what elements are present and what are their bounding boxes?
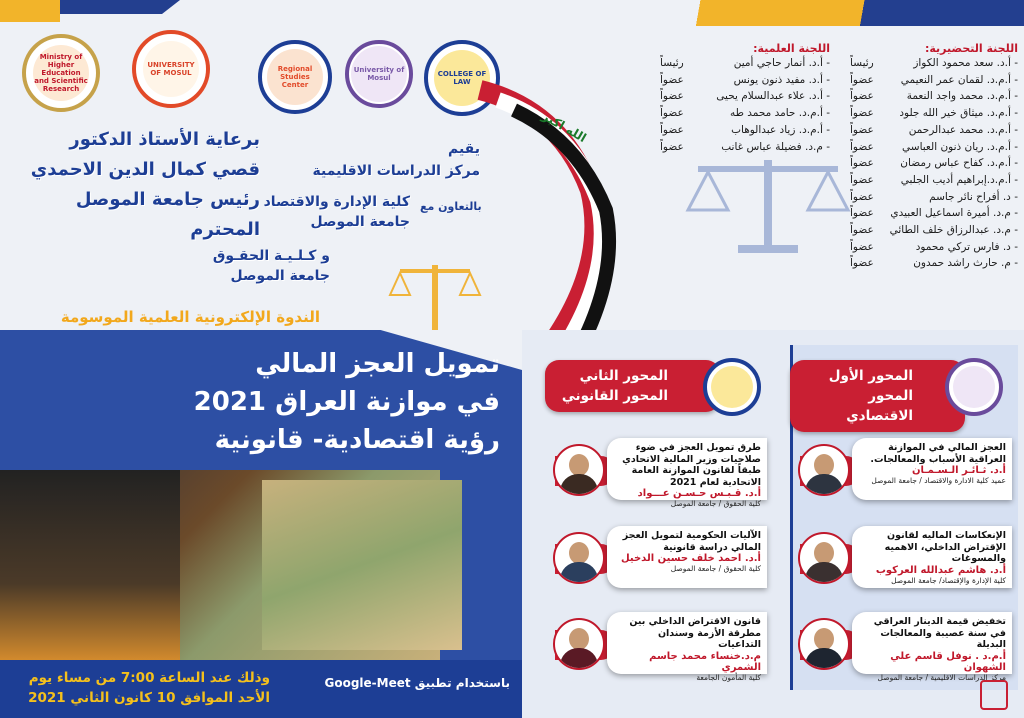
patron-block	[20, 125, 260, 245]
member-role: عضواً	[850, 240, 874, 253]
presenter-name: أ.د. ثـائـر الـسـمـان	[911, 465, 1006, 476]
presenter-photo	[553, 444, 605, 496]
patron-title: رئيس جامعة الموصل المحترم	[75, 189, 260, 240]
oil-pipe-image	[0, 470, 180, 660]
paper-title: قانون الاقتراض الداخلي بين مطرقة الأزمة وسندان التداعيات	[629, 616, 761, 650]
paper-card	[852, 438, 1012, 500]
committee-member	[850, 255, 1018, 272]
title-line2: في موازنة العراق 2021	[193, 387, 500, 417]
member-role: عضواً	[660, 90, 684, 103]
presenter-photo	[553, 618, 605, 670]
presenter-affiliation: كلية الإدارة والإقتصاد/ جامعة الموصل	[891, 575, 1006, 585]
presenter-photo	[798, 618, 850, 670]
organizers-block	[250, 138, 480, 182]
committee-member	[850, 189, 1018, 206]
sci-committee-list	[660, 55, 830, 155]
college-admin-name	[240, 192, 410, 232]
sci-committee-title: اللجنة العلمية:	[753, 42, 830, 55]
member-name: - م.د. أميرة اسماعيل العبيدي	[890, 207, 1018, 220]
committee-member	[850, 122, 1018, 139]
committee-member	[850, 105, 1018, 122]
member-name: - م.د. فضيلة عباس غانب	[721, 140, 830, 153]
organizer-line6: جامعة الموصل	[230, 268, 330, 284]
presenter-photo	[553, 532, 605, 584]
member-role: عضواً	[850, 90, 874, 103]
axis1-line2: المحور الاقتصادي	[846, 388, 913, 424]
axis1-logo	[945, 358, 1003, 416]
presenter-affiliation: كلية المأمون الجامعة	[696, 672, 761, 682]
organizer-line3: كلية الإدارة والاقتصاد	[263, 194, 410, 210]
member-role: عضواً	[660, 73, 684, 86]
member-name: - أ.د. سعد محمود الكواز	[913, 57, 1018, 69]
paper-title: الآليات الحكومية لتمويل العجز المالي دراسة قانونية	[622, 530, 761, 553]
top-left-decor-navy	[60, 0, 180, 14]
paper-card	[852, 612, 1012, 682]
member-name: - أ.م.د. لقمان عمر النعيمي	[900, 73, 1018, 86]
event-title	[30, 345, 500, 465]
presenter-affiliation: عميد كلية الادارة والاقتصاد / جامعة الموصل	[871, 476, 1006, 485]
presenter-affiliation: مركز الدراسات الاقليمية / جامعة الموصل	[877, 672, 1006, 682]
paper-title: تخفيض قيمة الدينار العراقي في سنة عصيبة والمعالجات البديلة	[873, 616, 1006, 650]
member-role: عضواً	[850, 107, 874, 120]
committee-member	[850, 222, 1018, 239]
banknotes-image	[262, 480, 462, 650]
scale-icon-large	[678, 150, 858, 260]
committee-member	[850, 88, 1018, 105]
member-role: رئيساً	[660, 57, 684, 69]
presenter-photo-head	[814, 454, 834, 476]
member-role: عضواً	[850, 224, 874, 237]
meeting-app: باستخدام تطبيق Google-Meet	[324, 676, 510, 690]
axis2-logo	[703, 358, 761, 416]
paper-title: طرق تمويل العجز في ضوء صلاحيات وزير المالية الاتحادي طبقاً لقانون الموازنة العامة الاتحادية لعام 2021	[622, 442, 761, 488]
presenter-name: أ.م.د . نوفل قاسم علي الشهوان	[890, 650, 1006, 673]
schedule-line1: وذلك عند الساعة 7:00 من مساء يوم	[28, 670, 270, 686]
top-decor-band	[664, 0, 1024, 26]
member-role: عضواً	[850, 257, 874, 270]
college-law-logo-text: COLLEGE OF LAW	[434, 50, 490, 106]
sci-committee	[660, 42, 830, 155]
committee-member	[850, 55, 1018, 72]
college-admin-logo-text: University of Mosul	[351, 46, 407, 102]
organizer-line5: و كـلـيـة الحقـوق	[212, 248, 330, 264]
presenter-affiliation: كلية الحقوق / جامعة الموصل	[670, 499, 761, 508]
member-role: عضواً	[660, 107, 684, 120]
member-name: - أ.م.د. محمد واجد النعمة	[906, 90, 1018, 103]
committee-member	[850, 72, 1018, 89]
paper-title: العجز المالي في الموازنة العراقية الأسباب والمعالجات.	[870, 442, 1006, 465]
university-mosul-logo-text: UNIVERSITY OF MOSUL	[143, 41, 199, 97]
member-role: عضواً	[850, 140, 874, 153]
member-name: - أ.م.د. ريان ذنون العباسي	[902, 140, 1018, 153]
presenter-name: م.د.خنساء محمد جاسم الشمري	[649, 650, 761, 673]
presenter-photo	[798, 444, 850, 496]
college-admin-logo	[345, 40, 413, 108]
ministry-logo-text: Ministry of Higher Education and Scientific Research	[33, 45, 89, 101]
member-name: - م. حارث راشد حمدون	[913, 257, 1018, 270]
ministry-logo	[22, 34, 100, 112]
axis2-line2: المحور القانوني	[561, 388, 668, 404]
prep-committee-title: اللجنة التحضيرية:	[924, 42, 1018, 55]
member-role: عضواً	[850, 73, 874, 86]
title-line3: رؤية اقتصادية- قانونية	[214, 425, 500, 455]
presenter-photo-head	[814, 628, 834, 650]
member-role: عضواً	[660, 140, 684, 153]
committee-member	[660, 88, 830, 105]
regional-studies-logo-text: Regional Studies Center	[267, 49, 323, 105]
seminar-label: الندوة الإلكترونية العلمية الموسومة	[60, 308, 320, 326]
axis1-logo-inner	[953, 366, 995, 408]
cooperation-with: بالتعاون مع	[420, 200, 482, 213]
title-line1: تمويل العجز المالي	[255, 349, 500, 379]
organizer-line4: جامعة الموصل	[310, 214, 410, 230]
member-role: عضواً	[850, 173, 874, 186]
footer-logo	[980, 680, 1008, 710]
member-role: عضواً	[850, 190, 874, 203]
university-mosul-logo	[132, 30, 210, 108]
presenter-name: أ.د. قـبـس حـسـن عـــواد	[637, 488, 761, 499]
presenter-photo-head	[569, 628, 589, 650]
regional-studies-logo	[258, 40, 332, 114]
member-role: عضواً	[850, 157, 874, 170]
member-role: عضواً	[850, 207, 874, 220]
committee-member	[660, 139, 830, 156]
axis2-line1: المحور الثاني	[579, 368, 668, 384]
presenter-name: أ.د. احمد خلف حسين الدخيل	[620, 553, 761, 564]
member-role: عضواً	[850, 123, 874, 136]
member-name: - أ.د. علاء عبدالسلام يحيى	[716, 90, 830, 103]
presenter-affiliation: كلية الحقوق / جامعة الموصل	[670, 564, 761, 573]
committee-member	[850, 155, 1018, 172]
presenter-photo	[798, 532, 850, 584]
presenter-photo-head	[569, 542, 589, 564]
presenter-name: أ.د. هاشم عبدالله العركوب	[875, 564, 1006, 576]
axis2-tag	[545, 360, 720, 412]
paper-card	[607, 526, 767, 588]
member-role: عضواً	[660, 123, 684, 136]
committee-member	[660, 55, 830, 72]
top-left-decor	[0, 0, 60, 22]
committee-member	[850, 239, 1018, 256]
presenter-photo-head	[814, 542, 834, 564]
committee-member	[660, 122, 830, 139]
paper-card	[607, 612, 767, 682]
flag-text: الله اكبر	[539, 108, 589, 146]
schedule-line2: الأحد الموافق 10 كانون الثاني 2021	[28, 690, 270, 706]
member-name: - أ.م.د. ميثاق خير الله جلود	[899, 107, 1018, 120]
axis2-logo-inner	[711, 366, 753, 408]
college-law-name	[180, 246, 330, 286]
member-role: رئيساً	[850, 57, 874, 69]
member-name: - أ.م.د. زياد عبدالوهاب	[731, 123, 830, 136]
member-name: - أ.م.د. حامد محمد طه	[729, 107, 830, 120]
organizer-line1: يقيم	[447, 141, 480, 157]
member-name: - أ.م.د. كفاح عباس رمضان	[900, 157, 1018, 170]
member-name: - أ.م.د. محمد عبدالرحمن	[908, 123, 1018, 136]
member-name: - أ.م.د.إبراهيم أديب الجلبي	[900, 173, 1018, 186]
axis1-tag	[790, 360, 965, 432]
member-name: - م.د. عبدالرزاق خلف الطائي	[889, 224, 1018, 237]
patron-name: قصي كمال الدين الاحمدي	[30, 159, 260, 180]
committee-member	[850, 172, 1018, 189]
committee-member	[850, 205, 1018, 222]
member-name: - أ.د. أنمار حاجي أمين	[733, 57, 830, 69]
patron-line1: برعاية الأستاذ الدكتور	[69, 129, 260, 150]
axis1-line1: المحور الأول	[828, 368, 913, 384]
prep-committee	[850, 42, 1018, 272]
member-name: - د. أفراح نائر جاسم	[929, 190, 1018, 203]
presenter-photo-head	[569, 454, 589, 476]
member-name: - د. فارس تركي محمود	[915, 240, 1018, 253]
schedule-text	[20, 668, 270, 708]
organizer-line2: مركز الدراسات الاقليمية	[312, 163, 480, 179]
committee-member	[660, 105, 830, 122]
member-name: - أ.د. مفيد ذنون يونس	[733, 73, 830, 86]
committee-member	[660, 72, 830, 89]
paper-card	[607, 438, 767, 508]
paper-title: الإنعكاسات الماليه لقانون الإقتراض الداخلي، الاهميه والمسوغات	[884, 530, 1006, 564]
prep-committee-list	[850, 55, 1018, 272]
paper-card	[852, 526, 1012, 588]
committee-member	[850, 139, 1018, 156]
